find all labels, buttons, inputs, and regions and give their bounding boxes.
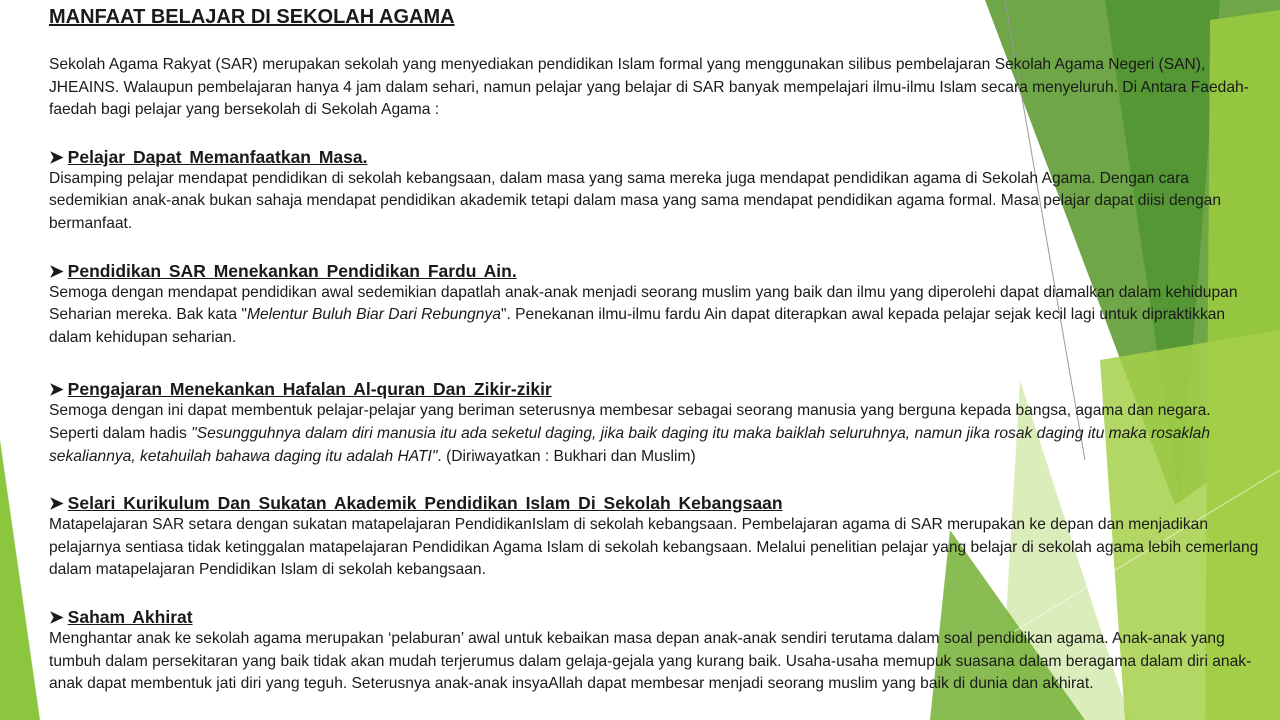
section-paragraph (49, 282, 1259, 350)
paragraph-text: . (Diriwayatkan : Bukhari dan Muslim) (437, 447, 696, 465)
section-heading-text: Pelajar Dapat Memanfaatkan Masa. (67, 146, 368, 167)
section-heading (49, 146, 1259, 168)
document-title: MANFAAT BELAJAR DI SEKOLAH AGAMA (49, 6, 455, 28)
section-heading (49, 606, 1259, 628)
arrow-bullet-icon: ➤ (49, 379, 64, 400)
section-paragraph: Menghantar anak ke sekolah agama merupakan ‘pelaburan’ awal untuk kebaikan masa depan anak-anak sendiri terutama dalam soal pendidikan agama. Anak-anak yang tumbuh dalam persekitaran yang baik tidak akan mudah terjerumus dalam gelaja-gejala yang kurang baik. Usaha-usaha memupuk suasana dalam beragama dalam diri anak-anak dapat membentuk jati diri yang teguh. Seterusnya anak-anak insyaAllah dapat membesar menjadi seorang muslim yang baik di dunia dan akhirat. (49, 629, 1252, 693)
document-body (49, 4, 1259, 696)
section-heading (49, 378, 1259, 400)
section-heading (49, 492, 1259, 514)
paragraph-text: Semoga dengan mendapat pendidikan awal sedemikian dapatlah anak-anak menjadi seorang muslim yang baik dan ilmu yang diperolehi dapat diamalkan dalam kehidupan Seharian mereka. Bak kata " (49, 283, 1238, 324)
section-paragraph (49, 400, 1259, 468)
section-heading (49, 260, 1259, 282)
section-paragraph: Matapelajaran SAR setara dengan sukatan matapelajaran PendidikanIslam di sekolah kebangsaan. Pembelajaran agama di SAR merupakan ke depan dan menjadikan pelajarnya sentiasa tidak ketinggalan matapelajaran Pendidikan Agama Islam di sekolah kebangsaan. Melalui penelitian pelajar yang belajar di sekolah agama lebih cemerlang dalam matapelajaran Pendidikan Islam di sekolah kebangsaan. (49, 516, 1259, 579)
section-1 (49, 146, 1259, 236)
section-5 (49, 606, 1259, 696)
paragraph-text: ". Penekanan ilmu-ilmu fardu Ain dapat diterapkan awal kepada pelajar sejak kecil lagi untuk dipraktikkan dalam kehidupan seharian. (49, 306, 1226, 346)
quoted-hadith: "Sesungguhnya dalam diri manusia itu ada seketul daging, jika baik daging itu maka baiklah seluruhnya, namun jika rosak daging itu maka rosaklah sekaliannya, ketahuilah bahawa daging itu adalah HATI" (49, 424, 1211, 465)
section-heading-text: Selari Kurikulum Dan Sukatan Akademik Pendidikan Islam Di Sekolah Kebangsaan (67, 493, 783, 514)
section-heading-text: Saham Akhirat (67, 606, 193, 627)
quoted-proverb: Melentur Buluh Biar Dari Rebungnya (246, 306, 501, 324)
arrow-bullet-icon: ➤ (49, 493, 64, 514)
section-4 (49, 492, 1259, 582)
left-green-wedge (0, 440, 40, 720)
paragraph-text: Semoga dengan ini dapat membentuk pelajar-pelajar yang beriman seterusnya membesar sebagai seorang manusia yang berguna kepada bangsa, agama dan negara. Seperti dalam hadis (49, 402, 1211, 442)
arrow-bullet-icon: ➤ (49, 260, 64, 281)
arrow-bullet-icon: ➤ (49, 146, 64, 167)
intro-paragraph: Sekolah Agama Rakyat (SAR) merupakan sekolah yang menyediakan pendidikan Islam formal yang menggunakan silibus pembelajaran Sekolah Agama Negeri (SAN), JHEAINS. Walaupun pembelajaran hanya 4 jam dalam sehari, namun pelajar yang belajar di SAR banyak mempelajari ilmu-ilmu Islam secara menyeluruh. Di Antara Faedah-faedah bagi pelajar yang bersekolah di Sekolah Agama : (49, 56, 1249, 119)
arrow-bullet-icon: ➤ (49, 606, 64, 627)
section-paragraph: Disamping pelajar mendapat pendidikan di sekolah kebangsaan, dalam masa yang sama mereka juga mendapat pendidikan agama di Sekolah Agama. Dengan cara sedemikian anak-anak bukan sahaja mendapat pendidikan akademik tetapi dalam masa yang sama mendapat pendidikan agama formal. Masa pelajar dapat diisi dengan bermanfaat. (49, 169, 1221, 232)
section-2 (49, 260, 1259, 350)
section-heading-text: Pendidikan SAR Menekankan Pendidikan Fardu Ain. (67, 260, 517, 281)
section-heading-text: Pengajaran Menekankan Hafalan Al-quran Dan Zikir-zikir (67, 379, 552, 400)
section-3 (49, 378, 1259, 468)
